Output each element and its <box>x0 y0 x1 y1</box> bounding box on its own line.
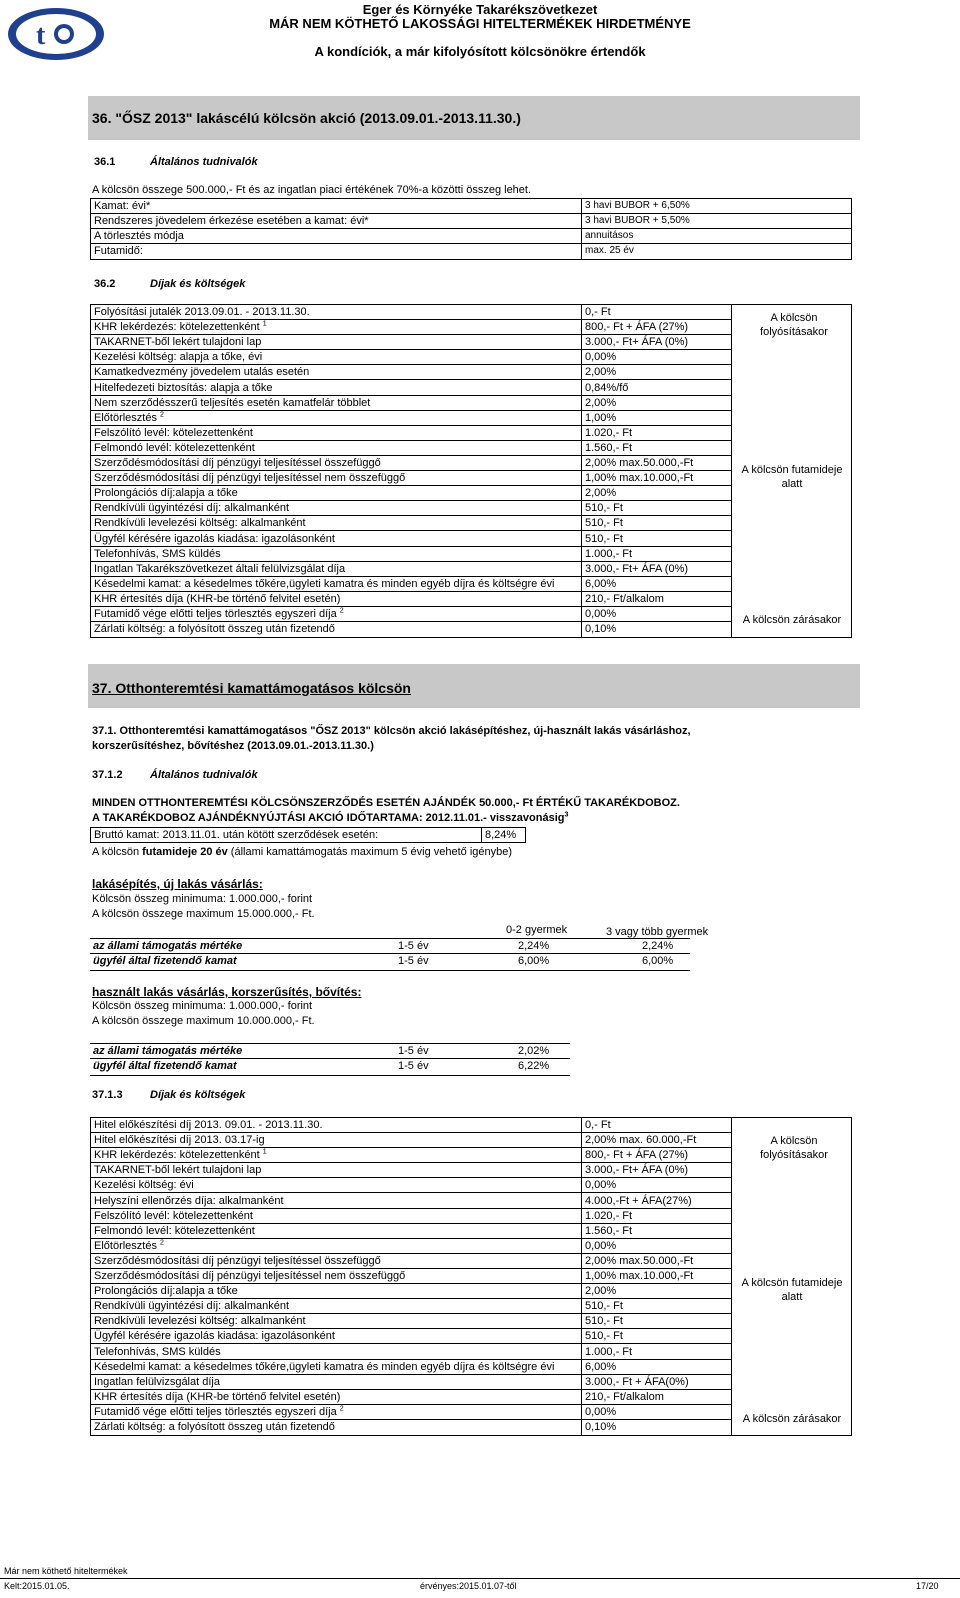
footer-rule <box>0 1578 960 1579</box>
fee-value: 0,00% <box>585 351 617 364</box>
fee-label: KHR értesítés díja (KHR-be történő felvitel esetén) <box>94 1390 341 1403</box>
used-home-rate-table <box>90 1043 570 1076</box>
fee-label: TAKARNET-ből lekért tulajdoni lap <box>94 336 262 349</box>
table-row <box>91 214 851 229</box>
table-row <box>91 441 731 456</box>
table-row <box>91 1314 731 1329</box>
fee-label: Kezelési költség: évi <box>94 1179 194 1192</box>
footer-issued-date: Kelt:2015.01.05. <box>4 1581 70 1591</box>
fee-value: 1.000,- Ft <box>585 1345 633 1358</box>
side-note-term: A kölcsön futamideje alatt <box>741 1277 843 1303</box>
fee-label: Felmondó levél: kötelezettenként <box>94 441 255 454</box>
fee-value: 2,00% max.50.000,-Ft <box>585 1254 694 1267</box>
fee-label: Folyósítási jutalék 2013.09.01. - 2013.11.30. <box>94 306 310 318</box>
table-row <box>91 1254 731 1269</box>
table-row <box>91 1148 731 1163</box>
fee-value: 1.560,- Ft <box>585 441 633 454</box>
fee-label: Prolongációs díj:alapja a tőke <box>94 487 238 500</box>
table-row <box>91 396 731 411</box>
fee-label: Felmondó levél: kötelezettenként <box>94 1224 255 1237</box>
fee-label: Prolongációs díj:alapja a tőke <box>94 1285 238 1298</box>
section-36-2-title: Díjak és költségek <box>150 278 246 290</box>
fee-value: 1,00% <box>585 411 617 424</box>
section-36-title: 36. "ŐSZ 2013" lakáscélú kölcsön akció (2013.09.01.-2013.11.30.) <box>92 110 521 126</box>
fee-label: Ügyfél kérésére igazolás kiadása: igazolásonként <box>94 532 335 545</box>
fee-label: Késedelmi kamat: a késedelmes tőkére,ügyleti kamatra és minden egyéb díjra és költségre évi <box>94 1360 555 1373</box>
fee-label: Szerződésmódosítási díj pénzügyi teljesítéssel nem összefüggő <box>94 472 406 485</box>
table-row <box>91 1329 731 1344</box>
fee-value: 3.000,- Ft+ ÁFA (0%) <box>585 562 689 575</box>
section-37-title: 37. Otthonteremtési kamattámogatásos kölcsön <box>92 680 411 696</box>
table-row <box>91 335 731 350</box>
fee-value: 2,00% max.50.000,-Ft <box>585 457 694 469</box>
term-value: annuitásos <box>585 230 634 241</box>
table-row <box>91 1239 731 1254</box>
table-row <box>91 229 851 244</box>
table-row <box>91 516 731 531</box>
fee-label: Felszólító levél: kötelezettenként <box>94 426 253 439</box>
col-header-0-2-children: 0-2 gyermek <box>506 924 568 936</box>
term-value: max. 25 év <box>585 245 634 256</box>
fee-label: KHR lekérdezés: kötelezettenként $^1$ <box>94 320 267 334</box>
fee-value: 0,00% <box>585 1239 617 1252</box>
table-row <box>91 607 731 622</box>
term-label: A törlesztés módja <box>94 230 184 242</box>
fee-value: 1.000,- Ft <box>585 547 633 560</box>
fee-value: 800,- Ft + ÁFA (27%) <box>585 1149 689 1162</box>
table-row <box>91 365 731 380</box>
gift-line-1: MINDEN OTTHONTEREMTÉSI KÖLCSÖNSZERZŐDÉS ESETÉN AJÁNDÉK 50.000,- Ft ÉRTÉKŰ TAKARÉKDOBOZ. <box>92 797 680 809</box>
loan-term-line: A kölcsön futamideje 20 év (állami kamattámogatás maximum 5 évig vehető igénybe) <box>92 846 513 858</box>
col-header-3-plus-children: 3 vagy több gyermek <box>606 926 709 938</box>
fee-label: Ingatlan Takarékszövetkezet általi felülvizsgálat díja <box>94 562 346 575</box>
fee-value: 3.000,- Ft+ ÁFA (0%) <box>585 336 689 349</box>
fee-label: Rendkívüli levelezési költség: alkalmanként <box>94 1315 306 1328</box>
section-37-1-3-title: Díjak és költségek <box>150 1089 246 1101</box>
fee-label: Nem szerződésszerű teljesítés esetén kamatfelár többlet <box>94 396 371 409</box>
fee-value: 6,00% <box>585 1360 617 1373</box>
fee-value: 6,00% <box>585 577 617 590</box>
fee-label: Szerződésmódosítási díj pénzügyi teljesítéssel összefüggő <box>94 457 381 469</box>
fee-label: Helyszíni ellenőrzés díja: alkalmanként <box>94 1194 284 1207</box>
side-note-closing: A kölcsön zárásakor <box>742 1413 842 1425</box>
term-label: Futamidő: <box>94 245 143 257</box>
fee-label: Hitel előkészítési díj 2013. 09.01. - 2013.11.30. <box>94 1119 323 1131</box>
fee-label: Zárlati költség: a folyósított összeg után fizetendő <box>94 1421 335 1433</box>
fee-value: 3.000,- Ft+ ÁFA (0%) <box>585 1164 689 1177</box>
table-row <box>91 1360 731 1375</box>
fee-value: 0,00% <box>585 1405 617 1418</box>
new-home-max: A kölcsön összege maximum 15.000.000,- Ft. <box>92 908 315 920</box>
term-value: 3 havi BUBOR + 6,50% <box>585 200 690 211</box>
fee-value: 1.020,- Ft <box>585 426 633 439</box>
fee-label: Hitel előkészítési díj 2013. 03.17-ig <box>94 1134 265 1147</box>
fee-label: Telefonhívás, SMS küldés <box>94 1345 221 1358</box>
table-row <box>91 1420 731 1435</box>
table-row <box>91 1133 731 1148</box>
fee-label: Ügyfél kérésére igazolás kiadása: igazolásonként <box>94 1330 335 1343</box>
fee-value: 510,- Ft <box>585 1330 623 1343</box>
table-row <box>91 1194 731 1209</box>
fee-value: 1,00% max.10.000,-Ft <box>585 1270 694 1282</box>
gross-rate-label: Bruttó kamat: 2013.11.01. után kötött szerződések esetén: <box>94 829 379 841</box>
fee-label: Hitelfedezeti biztosítás: alapja a tőke <box>94 381 273 394</box>
fee-label: Zárlati költség: a folyósított összeg után fizetendő <box>94 623 335 636</box>
fee-label: TAKARNET-ből lekért tulajdoni lap <box>94 1164 262 1177</box>
fee-value: 210,- Ft/alkalom <box>585 1390 664 1403</box>
fee-label: Rendkívüli ügyintézési díj: alkalmanként <box>94 502 290 515</box>
fee-value: 2,00% <box>585 487 617 500</box>
table-row: ügyfél által fizetendő kamat 1-5 év 6,22% <box>93 1060 550 1072</box>
new-home-min: Kölcsön összeg minimuma: 1.000.000,- forint <box>92 893 313 905</box>
fee-label: Szerződésmódosítási díj pénzügyi teljesítéssel összefüggő <box>94 1254 381 1267</box>
section-37-band <box>88 664 860 708</box>
fee-label: Futamidő vége előtti teljes törlesztés egyszeri díja $^2$ <box>94 1405 344 1418</box>
table-row <box>91 244 851 259</box>
table-row <box>91 305 731 320</box>
table-row <box>91 471 731 486</box>
section-37-1-title: 37.1. Otthonteremtési kamattámogatásos "ŐSZ 2013" kölcsön akció lakásépítéshez, új-használt lakás vásárláshoz, korszerűsítéshez, bővítéshez (2013.09.01.-2013.11.30.) <box>92 725 691 752</box>
footer-page-number: 17/20 <box>916 1581 939 1591</box>
gift-line-2: A TAKARÉKDOBOZ AJÁNDÉKNYÚJTÁSI AKCIÓ IDŐTARTAMA: 2012.11.01.- visszavonásig$^3$ <box>92 811 569 824</box>
footer-product-note: Már nem köthető hiteltermékek <box>4 1566 128 1576</box>
term-value: 3 havi BUBOR + 5,50% <box>585 215 690 226</box>
table-row <box>91 1269 731 1284</box>
new-home-rate-table <box>90 938 690 971</box>
table-row <box>91 1390 731 1405</box>
term-label: Rendszeres jövedelem érkezése esetében a kamat: évi* <box>94 215 369 227</box>
footer-valid-from: érvényes:2015.01.07-től <box>420 1581 517 1591</box>
terms-table <box>90 198 852 260</box>
table-row <box>91 577 731 592</box>
section-36-band <box>88 96 860 140</box>
table-row <box>91 1375 731 1390</box>
fee-label: Telefonhívás, SMS küldés <box>94 547 221 560</box>
fee-value: 2,00% <box>585 396 617 409</box>
fee-label: Kezelési költség: alapja a tőke, évi <box>94 351 263 364</box>
fee-value: 510,- Ft <box>585 502 623 515</box>
section-36-2-number: 36.2 <box>94 278 116 290</box>
fee-label: Késedelmi kamat: a késedelmes tőkére,ügyleti kamatra és minden egyéb díjra és költségre évi <box>94 577 555 590</box>
header-document-title: MÁR NEM KÖTHETŐ LAKOSSÁGI HITELTERMÉKEK HIRDETMÉNYE <box>269 16 691 31</box>
fee-label: Ingatlan felülvizsgálat díja <box>94 1375 220 1388</box>
fee-value: 1.020,- Ft <box>585 1209 633 1222</box>
new-home-title: lakásépítés, új lakás vásárlás: <box>92 877 263 891</box>
table-row <box>91 501 731 516</box>
fee-label: Futamidő vége előtti teljes törlesztés egyszeri díja $^2$ <box>94 607 344 620</box>
table-row <box>91 592 731 607</box>
side-note-closing: A kölcsön zárásakor <box>742 614 842 626</box>
section-37-1-2-title: Általános tudnivalók <box>150 769 258 781</box>
fee-value: 210,- Ft/alkalom <box>585 592 664 605</box>
gross-rate-box <box>90 827 526 843</box>
table-row: az állami támogatás mértéke 1-5 év 2,24% 2,24% <box>90 939 690 954</box>
fee-value: 510,- Ft <box>585 1300 623 1313</box>
table-row <box>91 622 731 637</box>
used-home-title: használt lakás vásárlás, korszerűsítés, bővítés: <box>92 985 362 999</box>
section-36-1-title: Általános tudnivalók <box>150 156 258 168</box>
table-row <box>91 1163 731 1178</box>
table-row <box>91 199 851 214</box>
fee-value: 510,- Ft <box>585 1315 623 1328</box>
fee-label: Rendkívüli levelezési költség: alkalmanként <box>94 517 306 530</box>
fee-label: Szerződésmódosítási díj pénzügyi teljesítéssel nem összefüggő <box>94 1270 406 1282</box>
table-row <box>91 562 731 577</box>
side-note-disbursement: A kölcsön folyósításakor <box>760 312 828 338</box>
used-home-min: Kölcsön összeg minimuma: 1.000.000,- forint <box>92 1000 313 1012</box>
fee-label: Felszólító levél: kötelezettenként <box>94 1209 253 1222</box>
table-row <box>91 1178 731 1193</box>
fee-value: 0,- Ft <box>585 306 611 318</box>
fee-value: 0,- Ft <box>585 1119 611 1131</box>
table-row <box>91 1118 731 1133</box>
fee-value: 1.560,- Ft <box>585 1224 633 1237</box>
fee-label: Előtörlesztés $^2$ <box>94 1239 164 1252</box>
fee-label: KHR értesítés díja (KHR-be történő felvitel esetén) <box>94 592 341 605</box>
fee-label: KHR lekérdezés: kötelezettenként $^1$ <box>94 1148 267 1162</box>
term-label: Kamat: évi* <box>94 200 151 212</box>
fee-label: Előtörlesztés $^2$ <box>94 411 164 424</box>
table-row <box>91 350 731 365</box>
fees-table-37 <box>90 1117 852 1436</box>
table-row <box>91 1209 731 1224</box>
fee-value: 4.000,-Ft + ÁFA(27%) <box>585 1194 692 1207</box>
table-row: ügyfél által fizetendő kamat 1-5 év 6,00% 6,00% <box>93 955 674 967</box>
table-row <box>91 426 731 441</box>
table-row <box>91 320 731 335</box>
fee-value: 2,00% max. 60.000,-Ft <box>585 1134 697 1147</box>
table-row <box>91 486 731 501</box>
fee-value: 0,10% <box>585 623 617 636</box>
fee-value: 1,00% max.10.000,-Ft <box>585 472 694 485</box>
section-36-1-number: 36.1 <box>94 156 116 168</box>
table-row <box>91 1224 731 1239</box>
fee-value: 2,00% <box>585 1285 617 1298</box>
section-37-1-2-number: 37.1.2 <box>92 769 123 781</box>
table-row <box>91 1299 731 1314</box>
header-subtitle: A kondíciók, a már kifolyósított kölcsönökre értendők <box>314 44 646 59</box>
table-row <box>91 532 731 547</box>
table-row <box>91 381 731 396</box>
fee-value: 0,10% <box>585 1421 617 1433</box>
fee-value: 2,00% <box>585 366 617 379</box>
table-row <box>91 547 731 562</box>
fee-value: 510,- Ft <box>585 532 623 545</box>
table-row <box>91 1405 731 1420</box>
fee-value: 3.000,- Ft + ÁFA(0%) <box>585 1375 689 1388</box>
fee-value: 0,84%/fő <box>585 381 629 394</box>
side-note-disbursement: A kölcsön folyósításakor <box>760 1135 828 1161</box>
table-row <box>91 1284 731 1299</box>
gross-rate-value: 8,24% <box>485 829 517 841</box>
svg-text:t: t <box>36 20 46 51</box>
table-row: az állami támogatás mértéke 1-5 év 2,02% <box>90 1044 570 1059</box>
fee-value: 0,00% <box>585 1179 617 1192</box>
table-row <box>91 456 731 471</box>
side-note-term: A kölcsön futamideje alatt <box>741 464 843 490</box>
fee-value: 0,00% <box>585 608 617 620</box>
fees-table-36 <box>90 304 852 638</box>
section-37-1-3-number: 37.1.3 <box>92 1089 123 1101</box>
used-home-max: A kölcsön összege maximum 10.000.000,- Ft. <box>92 1015 315 1027</box>
fee-label: Kamatkedvezmény jövedelem utalás esetén <box>94 366 310 379</box>
table-row <box>91 1345 731 1360</box>
section-36-intro: A kölcsön összege 500.000,- Ft és az ingatlan piaci értékének 70%-a közötti összeg lehet. <box>92 184 532 196</box>
fee-value: 510,- Ft <box>585 517 623 530</box>
fee-value: 800,- Ft + ÁFA (27%) <box>585 321 689 334</box>
fee-label: Rendkívüli ügyintézési díj: alkalmanként <box>94 1300 290 1313</box>
header-bank-name: Eger és Környéke Takarékszövetkezet <box>362 2 598 17</box>
table-row <box>91 411 731 426</box>
